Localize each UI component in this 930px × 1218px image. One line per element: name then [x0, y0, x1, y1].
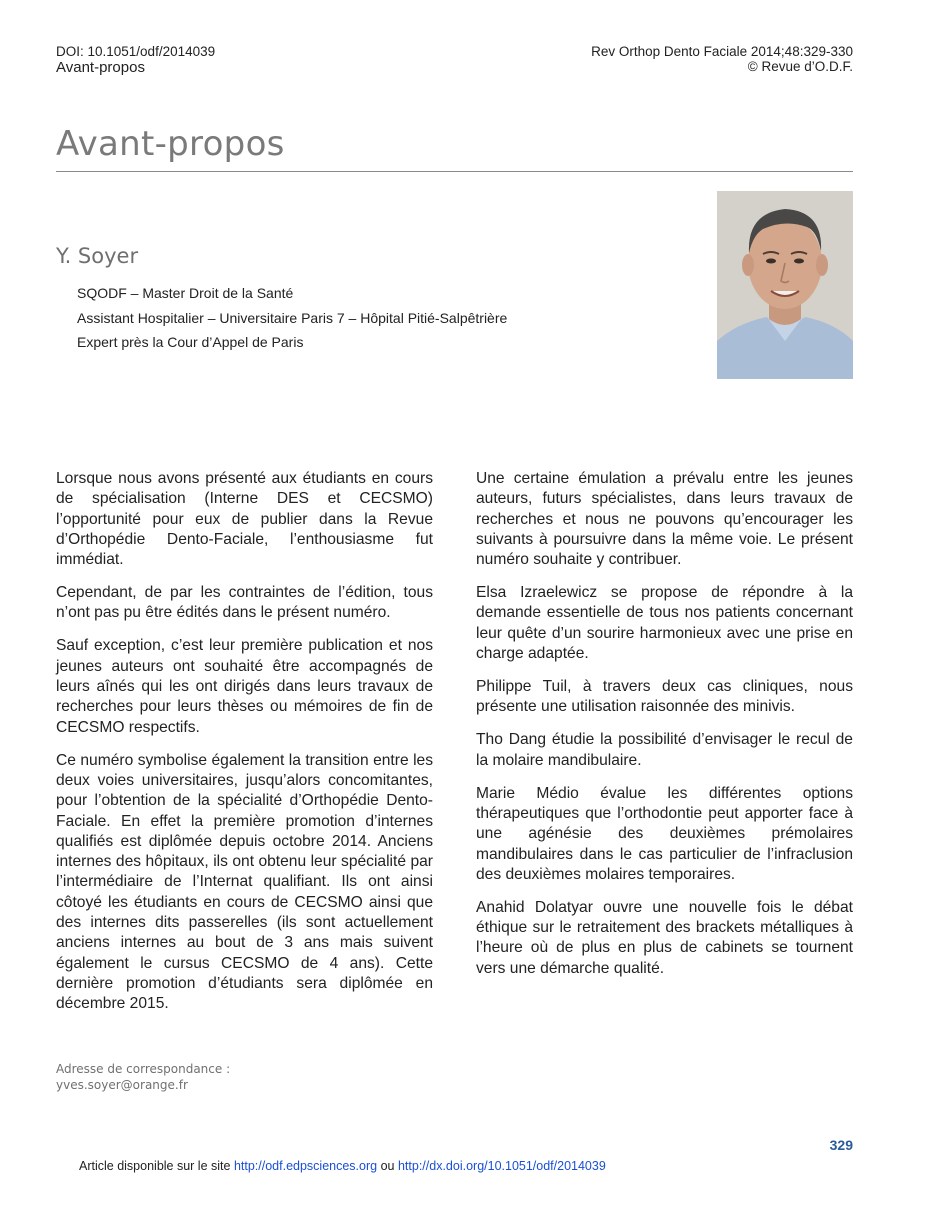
affiliation-line: SQODF – Master Droit de la Santé	[77, 285, 294, 301]
body-paragraph: Anahid Dolatyar ouvre une nouvelle fois le débat éthique sur le retraitement des brackets métalliques à l’heure où de plus en plus de cabinets se tournent vers une démarche qualité.	[476, 898, 853, 977]
body-paragraph: Sauf exception, c’est leur première publication et nos jeunes auteurs ont souhaité être accompagnés de leurs aînés qui les ont dirigés dans leurs travaux de recherches pour leurs thèses ou mémoires de fin de CECSMO respectifs.	[56, 637, 433, 736]
author-name: Y. Soyer	[56, 244, 139, 268]
site-link[interactable]: http://odf.edpsciences.org	[233, 1159, 378, 1173]
page-number: 329	[829, 1137, 853, 1153]
body-paragraph: Marie Médio évalue les différentes options thérapeutiques que l’orthodontie peut apporter face à une agénésie des deuxièmes prémolaires mandibulaires dans le cas particulier de l’infraclusion des deuxièmes molaires temporaires.	[476, 784, 853, 883]
page-title: Avant-propos	[56, 124, 285, 164]
affiliation-line: Assistant Hospitalier – Universitaire Paris 7 – Hôpital Pitié-Salpêtrière	[77, 310, 508, 326]
author-photo	[717, 191, 853, 379]
body-paragraph: Philippe Tuil, à travers deux cas cliniques, nous présente une utilisation raisonnée des minivis.	[476, 678, 853, 716]
body-paragraph: Lorsque nous avons présenté aux étudiants en cours de spécialisation (Interne DES et CECSMO) l’opportunité pour eux de publier dans la Revue d’Orthopédie Dento-Faciale, l’enthousiasme fut immédiat.	[56, 470, 433, 569]
body-column-right	[476, 469, 853, 992]
copyright: © Revue d’O.D.F.	[747, 59, 853, 74]
correspondence-email[interactable]: yves.soyer@orange.fr	[56, 1078, 188, 1092]
doi-link[interactable]: http://dx.doi.org/10.1051/odf/2014039	[397, 1159, 606, 1173]
doi-label: DOI: 10.1051/odf/2014039	[56, 44, 216, 59]
footer	[79, 1159, 606, 1173]
section-label: Avant-propos	[56, 59, 145, 76]
footer-prefix: Article disponible sur le site	[79, 1159, 231, 1173]
correspondence-label: Adresse de correspondance :	[56, 1062, 231, 1076]
body-paragraph: Cependant, de par les contraintes de l’édition, tous n’ont pas pu être édités dans le présent numéro.	[56, 584, 433, 622]
affiliation-line: Expert près la Cour d’Appel de Paris	[77, 334, 304, 350]
title-divider	[56, 171, 853, 172]
footer-or: ou	[380, 1159, 395, 1173]
body-paragraph: Elsa Izraelewicz se propose de répondre à la demande essentielle de tous nos patients concernant leur quête d’un sourire harmonieux avec une prise en charge adaptée.	[476, 584, 853, 663]
journal-reference: Rev Orthop Dento Faciale 2014;48:329-330	[591, 44, 853, 59]
body-paragraph: Une certaine émulation a prévalu entre les jeunes auteurs, futurs spécialistes, dans leurs travaux de recherches et nous ne pouvons qu’encourager les suivants à poursuivre dans la même voie. Le présent numéro souhaite y contribuer.	[476, 470, 853, 569]
body-paragraph: Tho Dang étudie la possibilité d’envisager le recul de la molaire mandibulaire.	[476, 731, 853, 769]
body-column-left	[56, 469, 433, 1027]
body-paragraph: Ce numéro symbolise également la transition entre les deux voies universitaires, jusqu’alors concomitantes, pour l’obtention de la spécialité d’Orthopédie Dento-Faciale. En effet la première promotion d’internes qualifiés est diplômée depuis octobre 2014. Anciens internes des hôpitaux, ils ont obtenu leur spécialité par l’intermédiaire de l’Internat qualifiant. Ils ont ainsi côtoyé les étudiants en cours de CECSMO ainsi que des internes dits passerelles (ils sont actuellement anciens internes au bout de 3 ans mais suivent également le cursus CECSMO de 4 ans). Cette dernière promotion d’étudiants sera diplômée en décembre 2015.	[56, 751, 433, 1013]
